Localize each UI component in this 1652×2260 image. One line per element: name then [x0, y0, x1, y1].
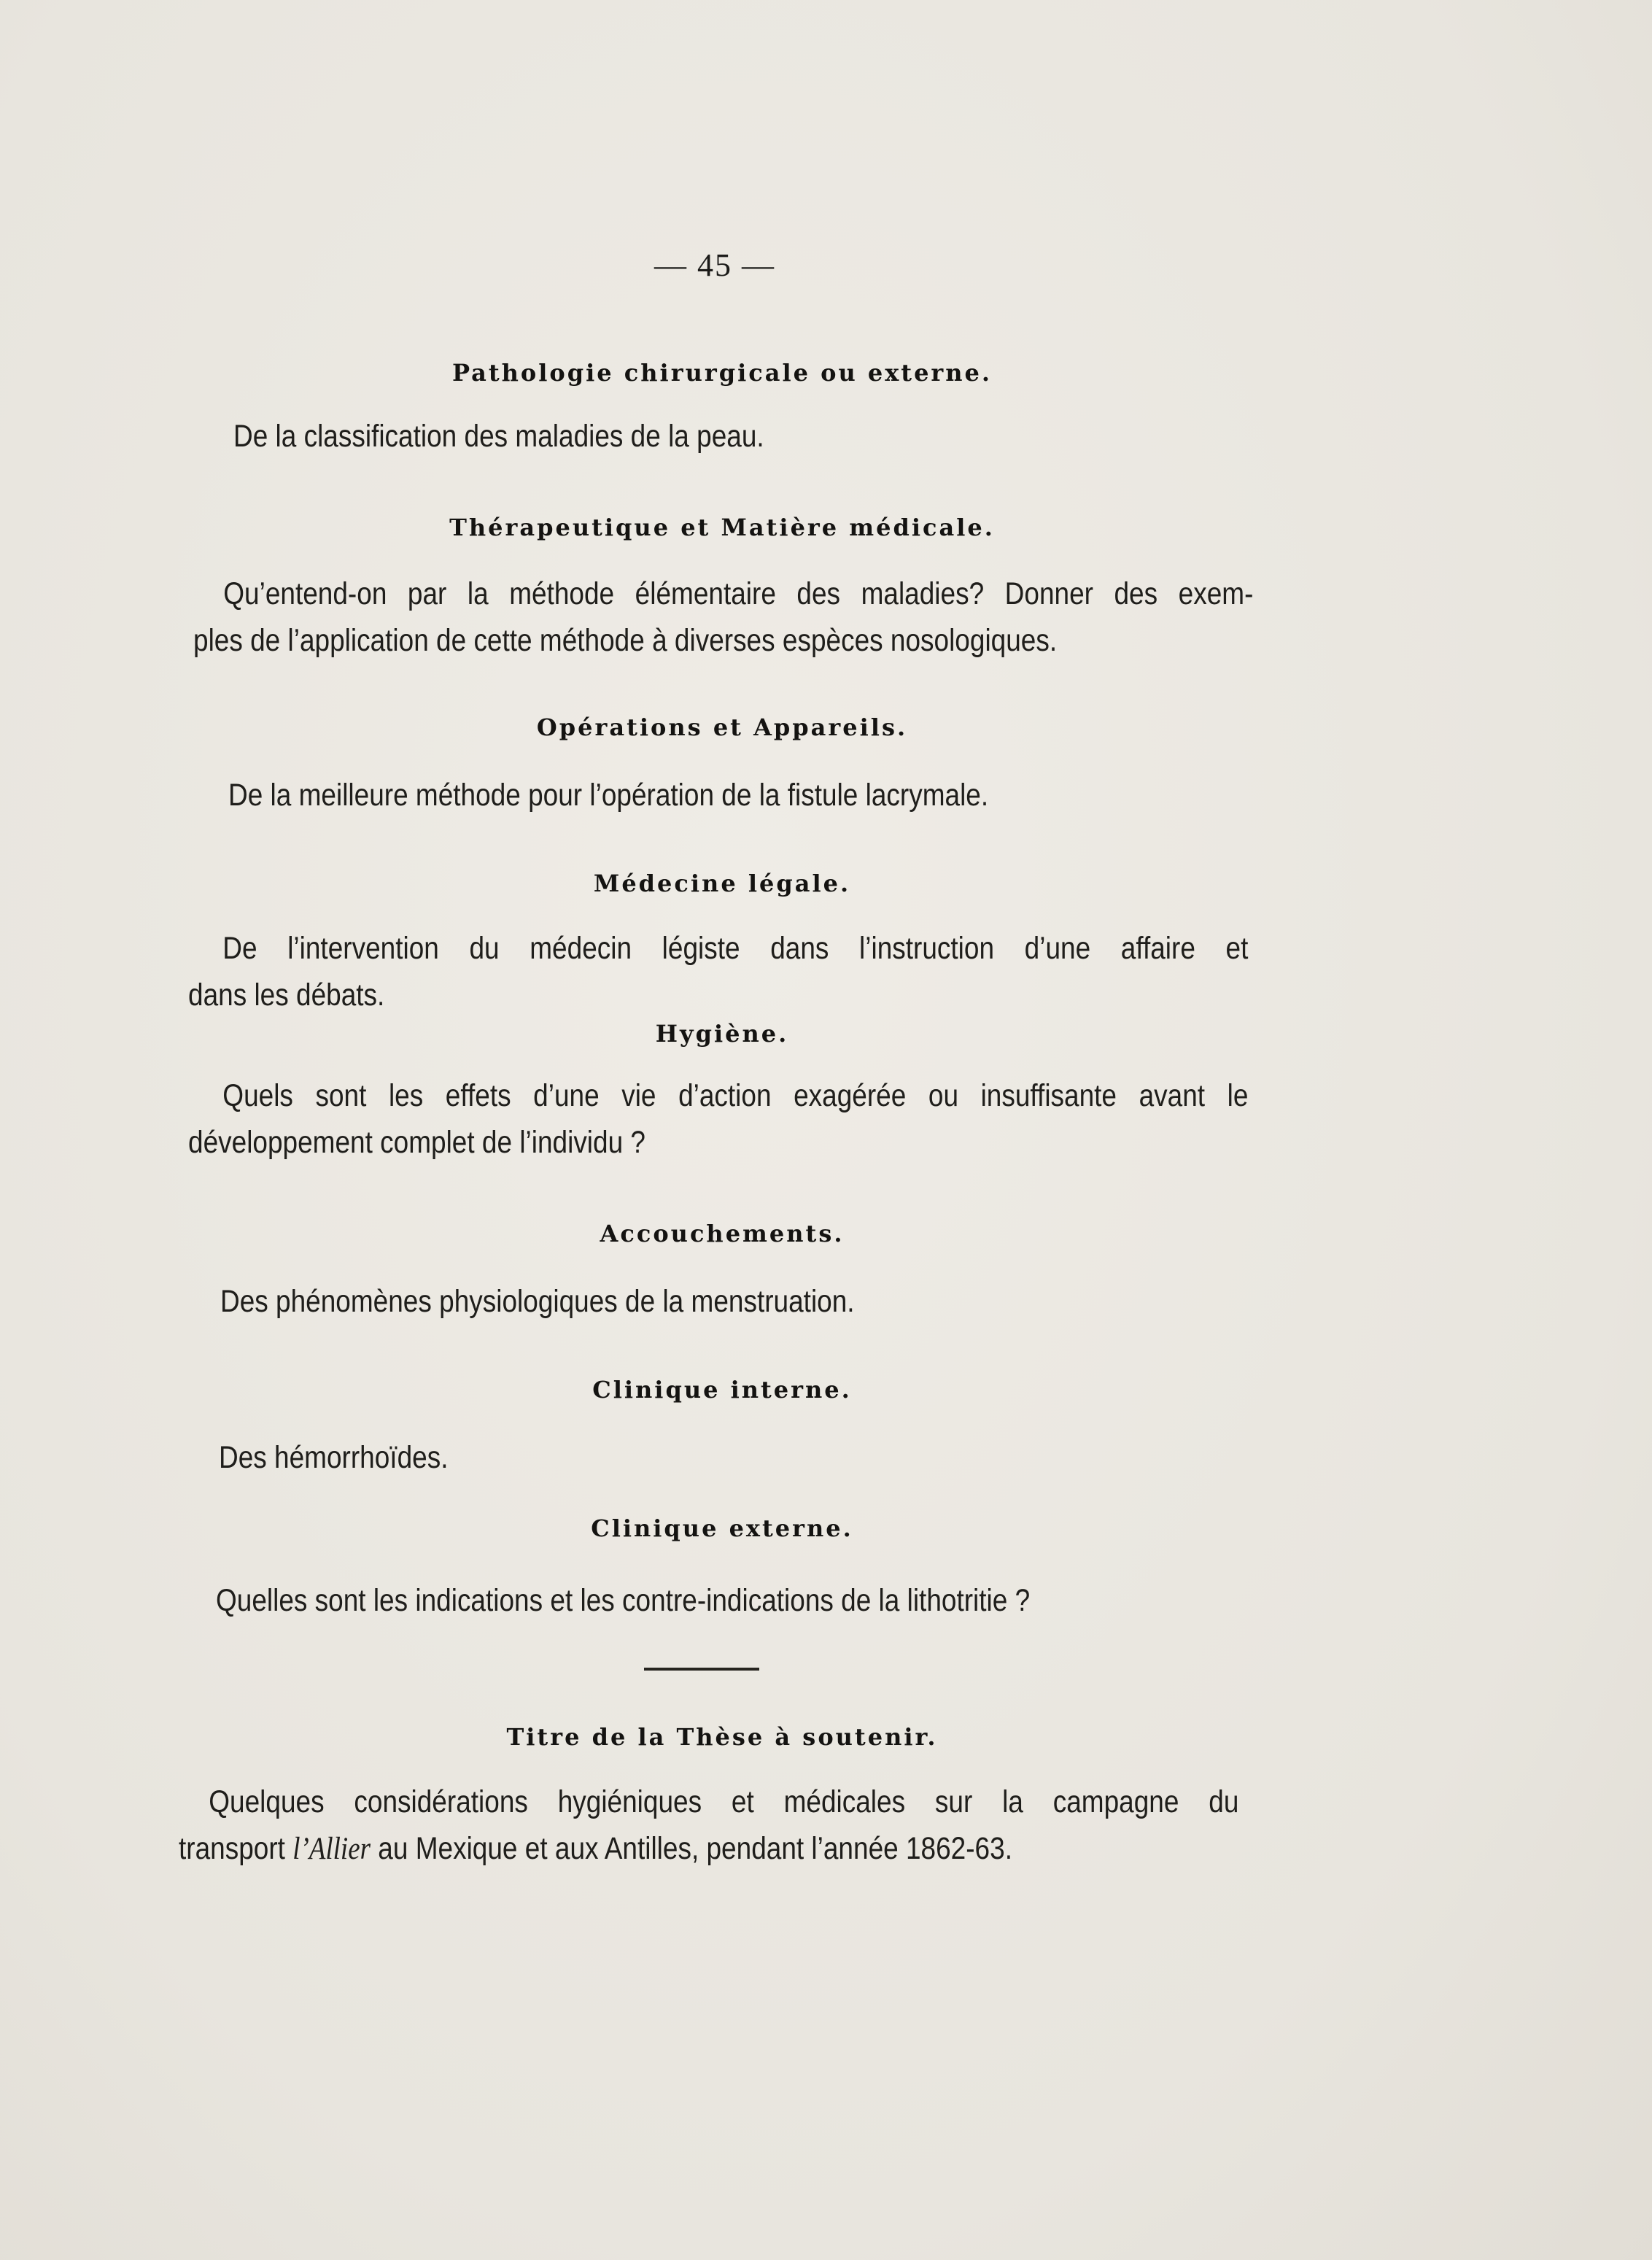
section-paragraph: [188, 925, 1249, 1018]
paragraph-line: Quelques considérations hygiéniques et médicales sur la campagne du: [209, 1784, 1239, 1819]
paragraph-line: ples de l’application de cette méthode à diverses espèces nosologiques.: [193, 623, 1058, 658]
paragraph-line: Qu’entend-on par la méthode élémentaire des maladies? Donner des exem-: [223, 576, 1254, 611]
section-heading: Pathologie chirurgicale ou externe.: [451, 359, 993, 387]
page-number: — 45 —: [654, 247, 775, 283]
section-heading: Hygiène.: [655, 1020, 789, 1048]
paragraph-line: dans les débats.: [188, 978, 385, 1013]
section-heading: Clinique externe.: [591, 1514, 853, 1542]
paragraph-line: Des phénomènes physiologiques de la menstruation.: [220, 1284, 855, 1319]
paragraph-line: De l’intervention du médecin légiste dans l’instruction d’une affaire et: [222, 931, 1249, 966]
section-heading: Clinique interne.: [592, 1376, 852, 1404]
paragraph-line: Des hémorrhoïdes.: [219, 1440, 449, 1475]
thesis-heading: Titre de la Thèse à soutenir.: [506, 1723, 938, 1751]
line-text: transport: [179, 1831, 293, 1866]
section-paragraph: [233, 413, 1146, 460]
section-paragraph: [216, 1577, 1128, 1624]
section-paragraph: [220, 1278, 1133, 1325]
paragraph-line: Quels sont les effets d’une vie d’action exagérée ou insuffisante avant le: [222, 1078, 1249, 1113]
section-paragraph: [188, 1072, 1249, 1166]
section-heading: Thérapeutique et Matière médicale.: [449, 514, 995, 541]
section-paragraph: [219, 1434, 1131, 1481]
paragraph-line: De la meilleure méthode pour l’opération de la fistule lacrymale.: [228, 778, 989, 813]
thesis-paragraph: [179, 1779, 1239, 1873]
section-heading: Médecine légale.: [593, 870, 851, 897]
paragraph-line: développement complet de l’individu ?: [188, 1125, 646, 1160]
paragraph-line: Quelles sont les indications et les contre-indications de la lithotritie ?: [216, 1583, 1031, 1618]
section-heading: Opérations et Appareils.: [536, 713, 908, 741]
section-paragraph: [193, 570, 1254, 664]
paragraph-line: [179, 1825, 1238, 1873]
ship-name: l’Allier: [292, 1832, 371, 1866]
section-heading: Accouchements.: [600, 1220, 845, 1247]
section-divider: [644, 1668, 759, 1671]
paragraph-line: De la classification des maladies de la peau.: [233, 419, 764, 454]
line-text: au Mexique et aux Antilles, pendant l’année 1862-63.: [371, 1831, 1012, 1866]
section-paragraph: [228, 772, 1141, 819]
